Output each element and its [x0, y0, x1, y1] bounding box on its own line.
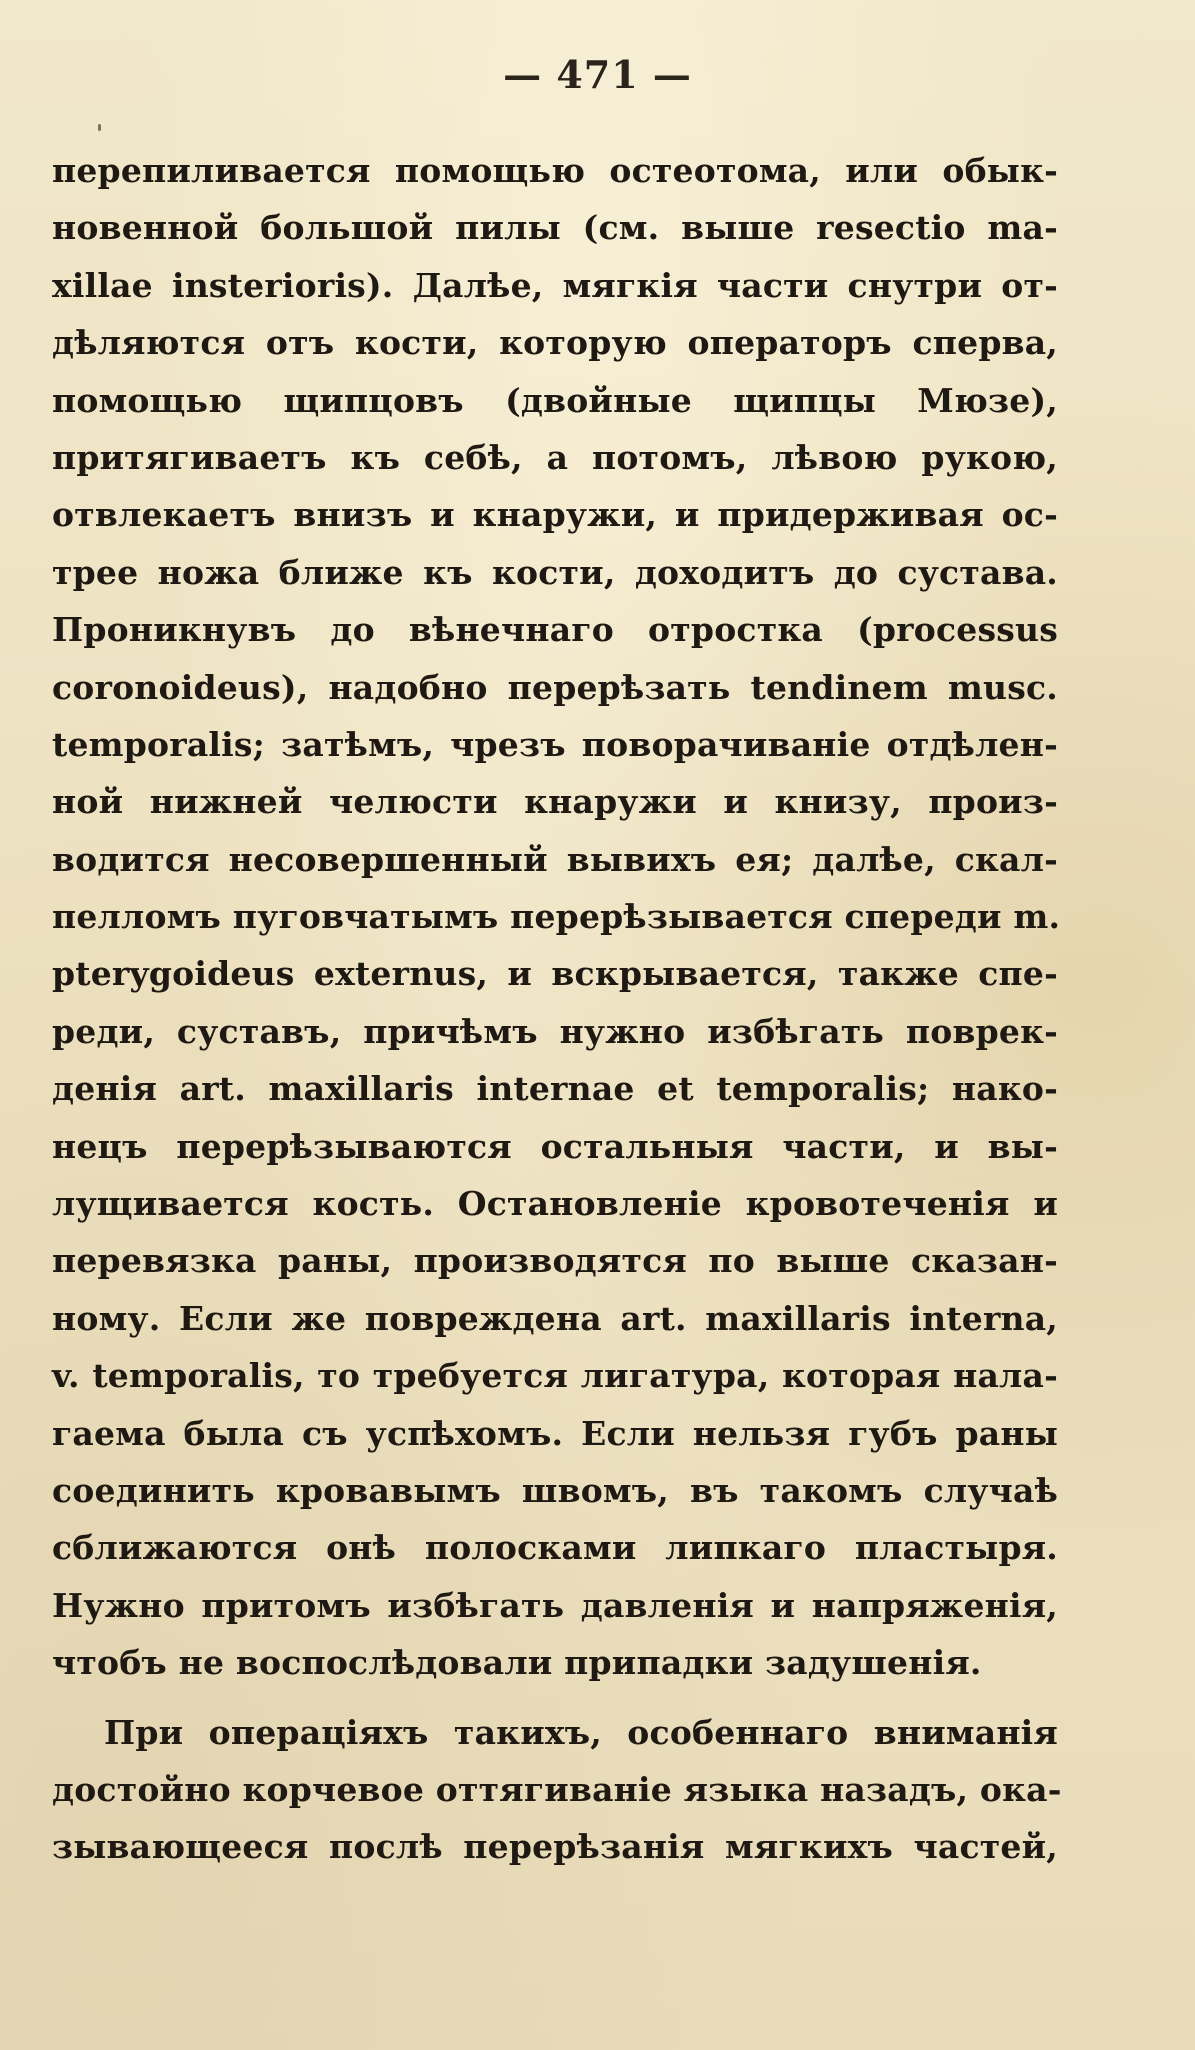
text-line: зывающееся послѣ перерѣзанія мягкихъ частей, — [52, 1827, 1058, 1867]
text-line: нецъ перерѣзываются остальныя части, и вы- — [52, 1126, 1058, 1166]
text-line: достойно корчевое оттягиваніе языка назадъ, ока- — [52, 1769, 1062, 1809]
paragraph-2 — [52, 1704, 1062, 1876]
text-line: сближаются онѣ полосками липкаго пластыря. — [52, 1528, 1058, 1568]
text-line: temporalis; затѣмъ, чрезъ поворачиваніе отдѣлен- — [52, 724, 1058, 764]
text-line: новенной большой пилы (см. выше resectio ma- — [52, 208, 1058, 248]
text-line: ной нижней челюсти кнаружи и книзу, произ- — [52, 782, 1058, 822]
text-line: отвлекаетъ внизъ и кнаружи, и придерживая ос- — [52, 495, 1058, 535]
text-line: pterygoideus externus, и вскрывается, также спе- — [52, 954, 1058, 994]
text-line: соединить кровавымъ швомъ, въ такомъ случаѣ — [52, 1470, 1058, 1510]
ink-speck — [98, 124, 101, 131]
text-line: ному. Если же повреждена art. maxillaris interna, — [52, 1298, 1058, 1338]
text-line: Проникнувъ до вѣнечнаго отростка (processus — [52, 610, 1058, 650]
text-line: дѣляются отъ кости, которую операторъ сперва, — [52, 323, 1058, 363]
text-line: v. temporalis, то требуется лигатура, которая нала- — [52, 1356, 1058, 1396]
text-line: xillae insterioris). Далѣе, мягкія части снутри от- — [52, 265, 1058, 305]
text-line: гаема была съ успѣхомъ. Если нельзя губъ раны — [52, 1413, 1058, 1453]
paragraph-gap — [52, 1692, 1058, 1704]
text-line: притягиваетъ къ себѣ, а потомъ, лѣвою рукою, — [52, 437, 1058, 477]
text-line: При операціяхъ такихъ, особеннаго вниманія — [104, 1712, 1058, 1752]
text-line: перепиливается помощью остеотома, или обык- — [52, 151, 1058, 190]
text-line: водится несовершенный вывихъ ея; далѣе, скал- — [52, 839, 1058, 879]
page-number: — 471 — — [503, 52, 692, 97]
text-line: реди, суставъ, причѣмъ нужно избѣгать поврек- — [52, 1011, 1058, 1051]
paragraph-1 — [52, 142, 1061, 1692]
text-line: перевязка раны, производятся по выше сказан- — [52, 1241, 1058, 1281]
text-line: чтобъ не воспослѣдовали припадки задушенія. — [52, 1643, 982, 1683]
text-line: Нужно притомъ избѣгать давленія и напряженія, — [52, 1585, 1058, 1625]
text-line: трее ножа ближе къ кости, доходитъ до сустава. — [52, 552, 1058, 592]
text-line: денія art. maxillaris internae et temporalis; нако- — [52, 1069, 1058, 1109]
text-line: coronoideus), надобно перерѣзать tendinem musc. — [52, 667, 1058, 707]
body-text — [52, 142, 1062, 1876]
text-line: лущивается кость. Остановленіе кровотеченія и — [52, 1184, 1058, 1224]
text-line: пелломъ пуговчатымъ перерѣзывается спереди m. — [52, 897, 1061, 937]
text-line: помощью щипцовъ (двойные щипцы Мюзе), — [52, 380, 1058, 420]
